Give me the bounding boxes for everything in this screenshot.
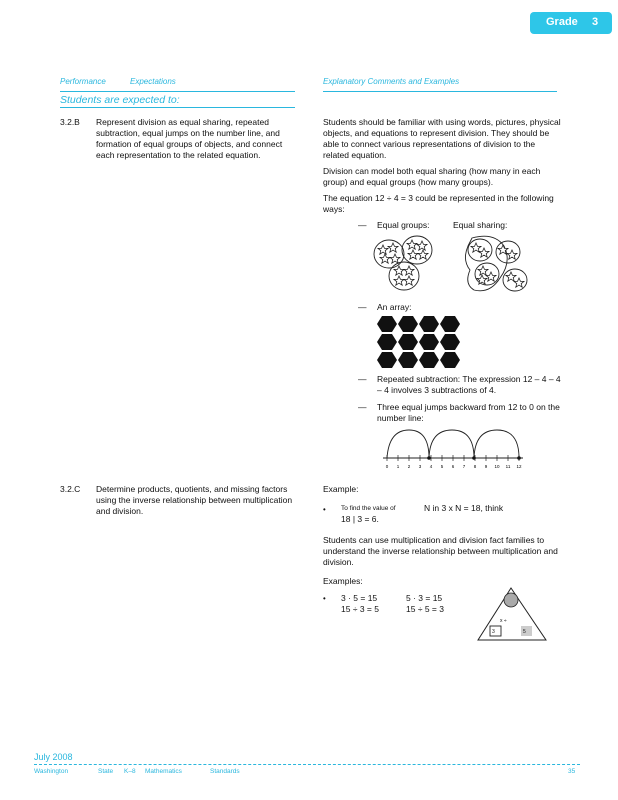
number-line-label: 7 (462, 464, 466, 469)
footer-word: K–8 (124, 768, 136, 775)
footer-word: Washington (34, 768, 69, 775)
header-expectations: Expectations (130, 77, 176, 86)
number-line-label: 5 (440, 464, 444, 469)
number-line-label: 6 (451, 464, 455, 469)
header-explanatory: Explanatory Comments and Examples (323, 77, 460, 86)
number-line-label: 8 (473, 464, 477, 469)
right-header-rule (323, 91, 557, 92)
equal-sharing-label: Equal sharing: (453, 220, 508, 230)
footer-rule (34, 764, 580, 765)
comment-paragraph: Students can use multiplication and division fact families to understand the inverse relationship between multiplication and division. (323, 535, 558, 567)
example-label: Example: (323, 484, 359, 494)
equal-groups-picture (374, 236, 432, 290)
expectation-code: 3.2.B (60, 117, 80, 127)
students-expected: Students are expected to: (60, 94, 180, 106)
footer-word: Mathematics (145, 768, 182, 775)
fact-equation: 5 · 3 = 15 (406, 593, 443, 603)
number-line-label: 10 (494, 464, 500, 469)
number-line-label: 0 (385, 464, 389, 469)
array-label: An array: (377, 302, 412, 312)
bullet-dash: — (358, 220, 367, 230)
grade-badge (530, 12, 612, 34)
number-line-label: 3 (418, 464, 422, 469)
comment-paragraph: Students should be familiar with using words, pictures, physical objects, and equations to represent division. They should be able to connect various representations of division to the related equation. (323, 117, 561, 160)
fact-equation: 15 ÷ 5 = 3 (406, 604, 444, 614)
bullet-dash: — (358, 402, 367, 412)
page-number: 35 (568, 768, 576, 775)
example-text: N in 3 x N = 18, think (424, 503, 504, 513)
fact-triangle (476, 586, 548, 642)
triangle-left-value: 3 (492, 629, 495, 635)
grade-number: 3 (592, 16, 599, 28)
header-performance: Performance (60, 77, 106, 86)
footer-word: Standards (210, 768, 240, 775)
number-line-label: 9 (484, 464, 488, 469)
grade-label: Grade (546, 16, 578, 28)
equal-sharing-picture (465, 236, 527, 291)
examples-label: Examples: (323, 576, 363, 586)
footer-word: State (98, 768, 114, 775)
hexagon-array (377, 316, 461, 368)
fact-equation: 15 ÷ 3 = 5 (341, 604, 379, 614)
number-line-text: Three equal jumps backward from 12 to 0 on the number line: (377, 402, 560, 423)
bullet-dash: — (358, 302, 367, 312)
expectation-text: Determine products, quotients, and missing factors using the inverse relationship between multiplication and division. (96, 484, 293, 516)
number-line-label: 4 (429, 464, 433, 469)
bullet-dash: — (358, 374, 367, 384)
triangle-operations: x ÷ (500, 618, 507, 624)
expectation-code: 3.2.C (60, 484, 81, 494)
groups-illustration (372, 232, 542, 300)
equal-groups-label: Equal groups: (377, 220, 430, 230)
number-line-label: 12 (516, 464, 522, 469)
bullet-dot: • (323, 505, 326, 514)
footer-date: July 2008 (34, 752, 73, 762)
example-text: To find the value of (341, 505, 396, 512)
left-header-rule (60, 91, 295, 92)
repeated-subtraction-text: Repeated subtraction: The expression 12 – 4 – 4 – 4 involves 3 subtractions of 4. (377, 374, 561, 395)
left-sub-rule (60, 107, 295, 108)
number-line-label: 2 (407, 464, 411, 469)
number-line-label: 11 (505, 464, 511, 469)
triangle-right-value: 5 (523, 629, 526, 635)
bullet-dot: • (323, 594, 326, 603)
example-text: 18 | 3 = 6. (341, 514, 379, 524)
fact-equation: 3 · 5 = 15 (341, 593, 378, 603)
number-line (377, 424, 527, 470)
comment-paragraph: The equation 12 ÷ 4 = 3 could be represented in the following ways: (323, 193, 554, 214)
number-line-label: 1 (396, 464, 400, 469)
expectation-text: Represent division as equal sharing, repeated subtraction, equal jumps on the number line, and formation of equal groups of objects, and connect each representation to the related equation. (96, 117, 283, 160)
comment-paragraph: Division can model both equal sharing (how many in each group) and equal groups (how many groups). (323, 166, 541, 187)
